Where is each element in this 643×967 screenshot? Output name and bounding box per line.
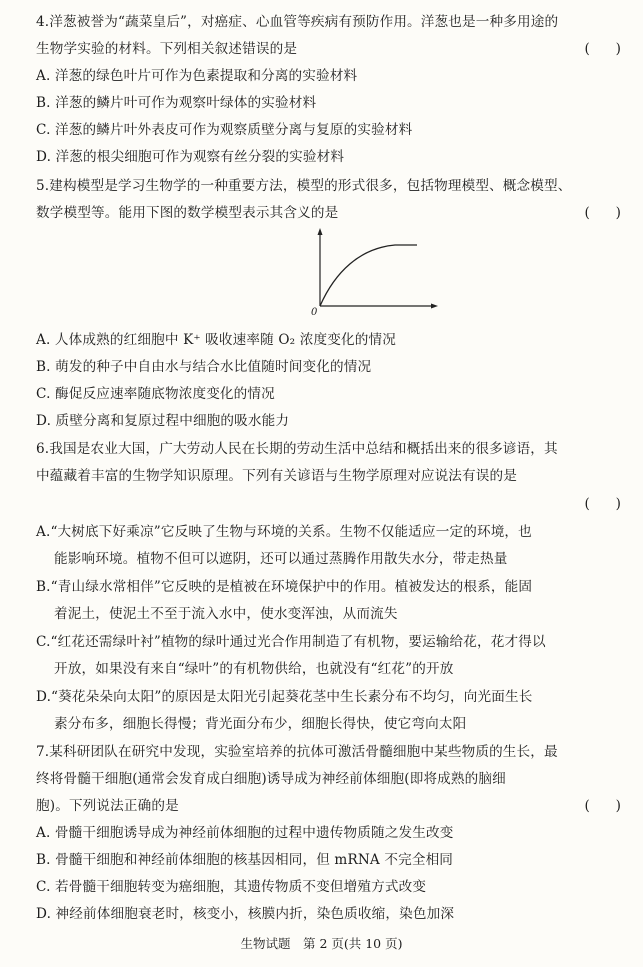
q4-option-a: A. 洋葱的绿色叶片可作为色素提取和分离的实验材料: [36, 68, 358, 84]
q7-stem-line-2: 终将骨髓干细胞(通常会发育成白细胞)诱导成为神经前体细胞(即将成熟的脑细: [36, 771, 506, 787]
q7-option-c: C. 若骨髓干细胞转变为癌细胞，其遗传物质不变但增殖方式改变: [36, 879, 427, 895]
q4-stem-line-1: 4.洋葱被誉为“蔬菜皇后”，对癌症、心血管等疾病有预防作用。洋葱也是一种多用途的: [36, 14, 559, 30]
q5-stem-line-1: 5.建构模型是学习生物学的一种重要方法，模型的形式很多，包括物理模型、概念模型、: [36, 178, 572, 194]
q7-option-d: D. 神经前体细胞衰老时，核变小，核膜内折，染色质收缩，染色加深: [36, 906, 455, 922]
q4-stem-line-2: 生物学实验的材料。下列相关叙述错误的是: [36, 41, 298, 57]
q5-curve-graph: [305, 226, 440, 318]
q7-option-b: B. 骨髓干细胞和神经前体细胞的核基因相同，但 mRNA 不完全相同: [36, 852, 454, 868]
q6-option-a-line-2: 能影响环境。植物不但可以遮阴，还可以通过蒸腾作用散失水分，带走热量: [54, 551, 508, 567]
q6-option-a-line-1: A.“大树底下好乘凉”它反映了生物与环境的关系。生物不仅能适应一定的环境，也: [36, 524, 532, 540]
q6-option-b-line-1: B.“青山绿水常相伴”它反映的是植被在环境保护中的作用。植被发达的根系，能固: [36, 579, 533, 595]
q4-option-c: C. 洋葱的鳞片叶外表皮可作为观察质壁分离与复原的实验材料: [36, 122, 413, 138]
q7-option-a: A. 骨髓干细胞诱导成为神经前体细胞的过程中遗传物质随之发生改变: [36, 825, 454, 841]
q5-graph-y-arrow: [318, 228, 323, 235]
q5-graph-curve: [320, 245, 417, 306]
q5-graph-x-arrow: [431, 304, 438, 309]
q5-option-d: D. 质壁分离和复原过程中细胞的吸水能力: [36, 413, 290, 429]
q6-option-d-line-2: 素分布多，细胞长得慢；背光面分布少，细胞长得快，使它弯向太阳: [54, 716, 467, 732]
q5-answer-paren: ( ): [584, 205, 621, 221]
q7-stem-line-1: 7.某科研团队在研究中发现，实验室培养的抗体可激活骨髓细胞中某些物质的生长，最: [36, 744, 558, 760]
q6-option-b-line-2: 着泥土，使泥土不至于流入水中，使水变浑浊，从而流失: [54, 606, 398, 622]
q4-option-d: D. 洋葱的根尖细胞可作为观察有丝分裂的实验材料: [36, 149, 345, 165]
q6-stem-line-1: 6.我国是农业大国，广大劳动人民在长期的劳动生活中总结和概括出来的很多谚语，其: [36, 441, 558, 457]
q4-answer-paren: ( ): [584, 41, 621, 57]
q6-option-c-line-2: 开放，如果没有来自“绿叶”的有机物供给，也就没有“红花”的开放: [54, 661, 454, 677]
q6-answer-paren: ( ): [584, 496, 621, 512]
q5-option-a: A. 人体成熟的红细胞中 K⁺ 吸收速率随 O₂ 浓度变化的情况: [36, 332, 396, 348]
q6-option-d-line-1: D.“葵花朵朵向太阳”的原因是太阳光引起葵花茎中生长素分布不均匀，向光面生长: [36, 689, 533, 705]
page-footer: 生物试题 第 2 页(共 10 页): [240, 936, 403, 951]
q5-option-b: B. 萌发的种子中自由水与结合水比值随时间变化的情况: [36, 359, 372, 375]
q7-stem-line-3: 胞)。下列说法正确的是: [36, 798, 179, 814]
q6-stem-line-2: 中蕴藏着丰富的生物学知识原理。下列有关谚语与生物学原理对应说法有误的是: [36, 468, 518, 484]
q5-option-c: C. 酶促反应速率随底物浓度变化的情况: [36, 386, 275, 402]
q5-graph-origin-label: 0: [311, 307, 318, 318]
q5-stem-line-2: 数学模型等。能用下图的数学模型表示其含义的是: [36, 205, 339, 221]
q7-answer-paren: ( ): [584, 798, 621, 814]
q6-option-c-line-1: C.“红花还需绿叶衬”植物的绿叶通过光合作用制造了有机物，要运输给花，花才得以: [36, 634, 546, 650]
q4-option-b: B. 洋葱的鳞片叶可作为观察叶绿体的实验材料: [36, 95, 317, 111]
